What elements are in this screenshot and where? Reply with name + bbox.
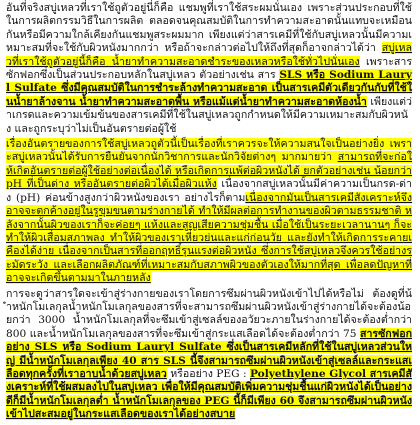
paragraph-1-highlight-a: สบู่เหลวที่เราใช้ถูตัวอยู่นี้ก็คือ น้ำยาทำความสะอาดชำระของเหลวหรือใช้ทั่วไปนั่นเอง <box>6 42 412 68</box>
paragraph-3-highlight-b: Polyethylene Glycol สารเคมีสังเคราะห์ที่ใช้ผสมลงไปในสบู่เหลว เพื่อให้มีคุณสมบัติเพิ่มความชุ่มชื้นแก่ผิวหนังได้เป็นอย่างดีก็มีน้ำหนักโมเลกุลต่ำ น้ำหนักโมเลกุลของ PEG นี้ก็มีเพียง 60 จึงสามารถซึมผ่านผิวหนังเข้าไปสะสมอยู่ในกระแสเลือดของเราได้อย่างสบาย <box>6 367 412 421</box>
paragraph-3-text-a: การจะดูว่าสารใดจะเข้าสู่ร่างกายของเราโดยการซึมผ่านผิวหนังเข้าไปได้หรือไม่ ต้องดูที่น้ำหนักโมเลกุลน้ำหนักโมเลกุลของสารที่จะสามารถซึมผ่านผิวหนังเข้าสู่ร่างกายได้จะต้องน้อยกว่า 3000 น้ำหนักโมเลกุลที่จะซึมเข้าสู่เซลล์ของอวัยวะภายในร่างกายได้จะต้องต่ำกว่า 800 และน้ำหนักโมเลกุลของสารที่จะซึมเข้าสู่กระแสเลือดได้จะต้องต่ำกว่า 75 <box>6 287 412 340</box>
paragraph-2-text-a: เรื่องอันตรายของการใช้สบู่เหลวถูตัวนี้เป็นเรื่องที่เราควรจะให้ความสนใจเป็นอย่างยิ่ง เพราะสบู่เหลวนั้นได้รับการยืนยันจากนักวิชาการและนักวิจัยต่างๆ มากมายว่า <box>6 138 412 164</box>
paragraph-1-highlight-b: SLS หรือ Sodium Lauryl Sulfate ซึ่งมีคุณสมบัติในการชำระล้างทำความสะอาด เป็นสารเคมีตัวเดียวกันกับที่ใช้ในน้ำยาล้างจาน น้ำยาทำความสะอาดพื้น หรือแม้แต่น้ำยาทำความสะอาดห้องน้ำ <box>6 69 412 108</box>
paragraph-3-highlight-a: สารซักฟอกอย่าง SLS หรือ Sodium Lauryl Sulfate ซึ่งเป็นสารเคมีหลักที่ใช้ในสบู่เหลวส่วนใหญ่ มีน้ำหนักโมเลกุลเพียง 40 สาร SLS นี้จึงสามารถซึมผ่านผิวหนังเข้าสู่เซลล์และกระแสเลือดทุกครั้งที่เราอาบน้ำด้วยสบู่เหลว <box>6 327 412 380</box>
paragraph-3 <box>6 288 412 422</box>
paragraph-1-text-c: เพียงแต่ว่าเกรดและความเข้มข้นของสารเคมีที่ใช้ในสบู่เหลวถูกกำหนดให้มีความเหมาะสมกับผิวหนัง และถูกระบุว่าไม่เป็นอันตรายต่อผู้ใช้ <box>6 95 412 135</box>
paragraph-1-text-a: อันที่จริงสบู่เหลวที่เราใช้ถูตัวอยู่นี่ก็คือ แชมพูที่เราใช้สระผมนั่นเอง เพราะส่วนประกอบที่ใช้ในการผลิตกรรมวิธีในการผลิต ตลอดจนคุณสมบัติในการทำความสะอาดนั้นแทบจะเหมือนกันหรือมีความใกล้เคียงกันแชมพูสระผมมาก เพียงแต่ว่าสารเคมีที่ใช้กับสบู่เหลวนั้นมีความเหมาะสมที่จะใช้กับผิวหนังมากกว่า หรือถ้าจะกล่าวต่อไปให้ถึงที่สุดก็อาจกล่าวได้ว่า <box>6 2 412 55</box>
paragraph-2-highlight-b: เนื่องจากมันเป็นสารเคมีสังเคราะห์จึงอาจจะตกค้างอยู่ในรูขุมขนตามร่างกายได้ ทำให้มีผลต่อการทำงานของผิวตามธรรมชาติ หลังจากนั้นผิวของเราก็จะค่อยๆ แห้งและสูญเสียความชุ่มชื้น เมื่อใช้เป็นระยะเวลานานๆ ก็จะทำให้ผิวเสื่อมสภาพลง ทำให้ผิวของเราเหี่ยวย่นและแก่ก่อนวัย และยังทำให้เกิดการระคายเคืองได้ง่าย เนื่องจากเป็นสารที่ออกฤทธิ์รุนแรงต่อผิวหนัง ซึ่งการใช้สบู่เหลวจึงควรใช้อย่างระมัดระวัง และเลือกผลิตภัณฑ์ที่เหมาะสมกับสภาพผิวของตัวเองให้มากที่สุด เพื่อลดปัญหาที่อาจจะเกิดขึ้นตามมาในภายหลัง <box>6 191 412 285</box>
paragraph-2 <box>6 138 412 285</box>
paragraph-3-text-b: หรืออย่าง PEG : <box>166 367 250 380</box>
paragraph-1-text-b: เพราะสารซักฟอกซึ่งเป็นส่วนประกอบหลักในสบู่เหลว ตัวอย่างเช่น สาร <box>6 55 413 82</box>
paragraph-2-text-b: เนื่องจากสบู่เหลวนั้นมีค่าความเป็นกรด-ด่าง (pH) ค่อนข้างสูงกว่าผิวหนังของเรา อย่างไรก็ตาม <box>6 178 412 204</box>
paragraph-1 <box>6 2 412 136</box>
paragraph-2-highlight-a: สามารถที่จะก่อให้เกิดอันตรายต่อผู้ใช้อย่างต่อเนื่องได้ หรือเกิดการแพ้ต่อผิวหนังได้ ยกตัวอย่างเช่น น้อยกว่า pH ที่เป็นด่าง หรืออันตรายต่อผิวได้เมื่อผิวแห้ง <box>6 151 412 191</box>
